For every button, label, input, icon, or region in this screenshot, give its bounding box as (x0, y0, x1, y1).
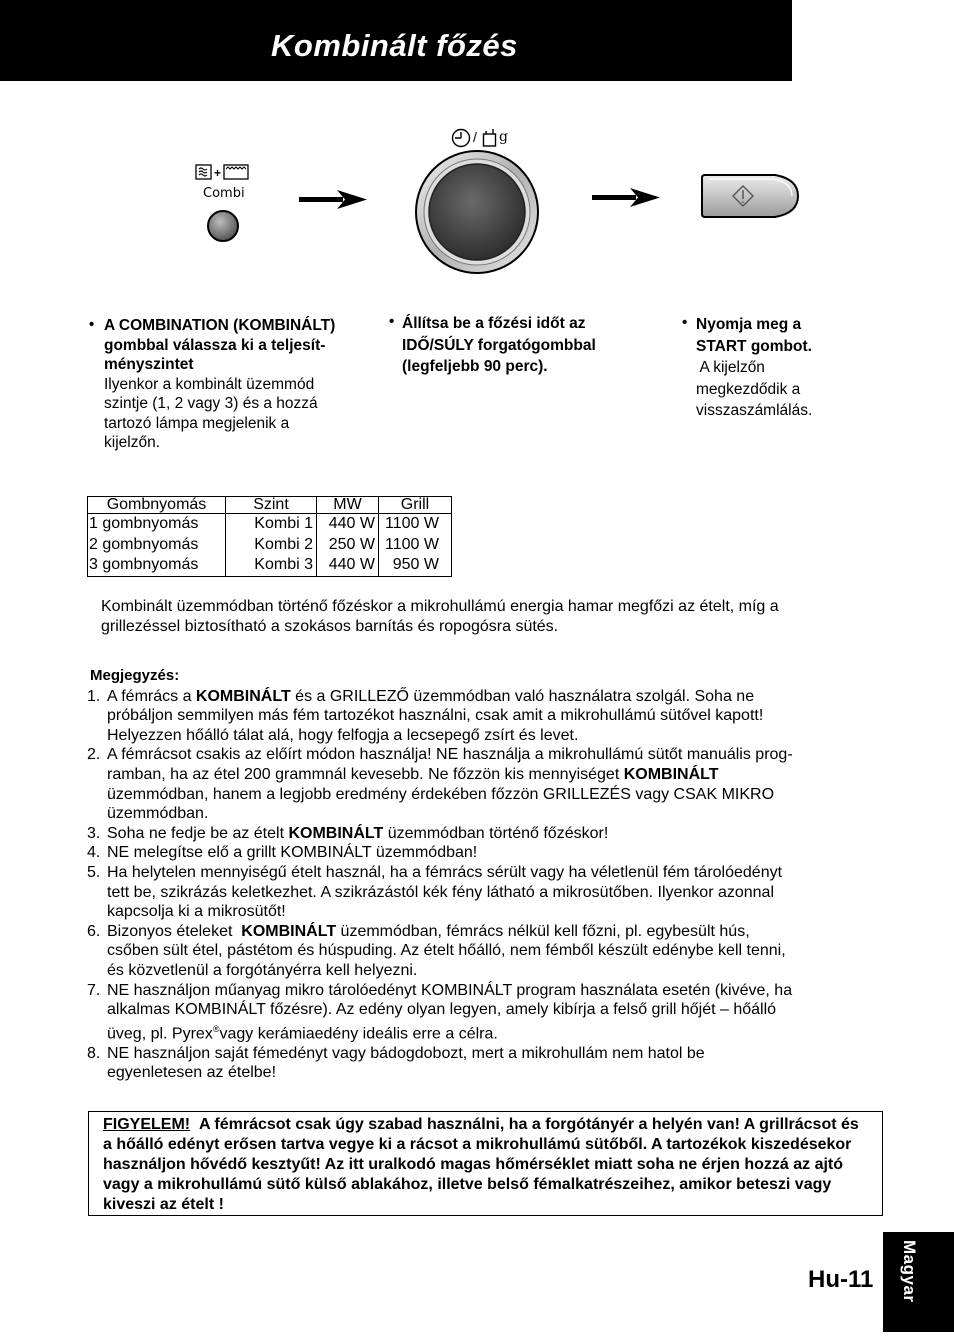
note-number: 6. (87, 922, 101, 940)
combi-button[interactable] (206, 209, 240, 248)
note-text: A fémrácsot csakis az előírt módon használja! NE használja a mikrohullámú sütőt manuális prog- ramban, ha az étel 200 grammnál kevesebb. Ne főzzön kis mennyiséget KOMBINÁLT üzemmódban, hanem a legjobb eredmény érdekében főzzön GRILLEZÉS vagy CSAK MIKRO üzemmódban. (107, 746, 793, 823)
time-weight-dial[interactable] (414, 149, 540, 280)
note-item (87, 922, 877, 981)
table-row: 2 gombnyomás Kombi 2 250 W 1100 W (88, 535, 452, 556)
note-text: Bizonyos ételeket KOMBINÁLT üzemmódban, fémrács nélkül kell főzni, pl. egybesült hús, csőben sült étel, pástétom és húspuding. Az ételt hőálló, nem fémből készült edénybe kell tenni, és közvetlenül a forgótányérra kell helyezni. (107, 922, 786, 979)
combi-level-table (87, 496, 452, 577)
notes-section (87, 666, 877, 1083)
note-number: 7. (87, 981, 101, 999)
note-item (87, 981, 877, 1044)
note-item (87, 824, 877, 844)
notes-list (87, 687, 877, 1083)
page-title: Kombinált főzés (271, 28, 518, 63)
svg-text:+: + (214, 166, 222, 180)
warning-text (103, 1115, 863, 1215)
start-button[interactable] (700, 173, 800, 224)
step-3-text: Nyomja meg a START gombot. A kijelzőn megkezdődik a visszaszámlálás. (696, 316, 813, 419)
step-1-text (104, 316, 384, 453)
note-item (87, 863, 877, 922)
note-number: 1. (87, 687, 101, 705)
table-row: 1 gombnyomás Kombi 1 440 W 1100 W (88, 514, 452, 535)
weight-icon (482, 128, 498, 148)
notes-title: Megjegyzés: (90, 667, 180, 684)
note-text: NE használjon műanyag mikro tárolóedényt KOMBINÁLT program használata esetén (kivéve, ha alkalmas KOMBINÁLT főzésre). Az edény olyan legyen, amely kibírja a felső grill hőjét – hőálló üveg, pl. Pyrex®vagy kerámiaedény ideális erre a célra. (107, 981, 793, 1043)
step-1-normal: Ilyenkor a kombinált üzemmód szintje (1, 2 vagy 3) és a hozzá tartozó lámpa megjelenik a kijelzőn. (104, 375, 318, 451)
note-number: 2. (87, 746, 101, 764)
clock-icon (450, 127, 472, 149)
warning-body: A fémrácsot csak úgy szabad használni, ha a forgótányér a helyén van! A grillrácsot és a hőálló edényt erősen tartva vegye ki a rácsot a mikrohullámú sütőből. A tartozékok kiszedésekor használjon hővédő kesztyűt! Az itt uralkodó magas hőmérséklet miatt soha ne érjen hozzá az ajtó vagy a mikrohullámú sütő külső ablakához, illetve belső fémalkatrészeihez, amikor beteszi vagy kiveszi az ételt ! (103, 1116, 859, 1213)
step-2-text: Állítsa be a főzési időt az IDŐ/SÚLY forgatógombbal (legfeljebb 90 perc). (402, 315, 596, 375)
arrow-right-icon (592, 187, 662, 209)
warning-label: FIGYELEM! (103, 1116, 191, 1133)
table-row: 3 gombnyomás Kombi 3 440 W 950 W (88, 555, 452, 576)
note-item (87, 745, 877, 823)
note-text: NE használjon saját fémedényt vagy bádogdobozt, mert a mikrohullám nem hatol be egyenletesen az ételbe! (107, 1044, 705, 1082)
note-item (87, 687, 877, 746)
bullet-icon: • (682, 314, 688, 331)
arrow-right-icon (299, 189, 369, 211)
step-1-bold: A COMBINATION (KOMBINÁLT) gombbal válassza ki a teljesít- ményszintet (104, 317, 336, 373)
bullet-icon: • (89, 316, 95, 333)
note-number: 4. (87, 844, 101, 862)
note-text: NE melegítse elő a grillt KOMBINÁLT üzemmódban! (107, 844, 478, 862)
note-item (87, 1044, 877, 1083)
warning-box (88, 1111, 883, 1216)
language-tab-label: Magyar (900, 1240, 919, 1303)
note-number: 5. (87, 863, 101, 881)
note-item (87, 843, 877, 863)
note-number: 8. (87, 1044, 101, 1062)
table-header-row: Gombnyomás Szint MW Grill (88, 497, 452, 514)
page-number: Hu-11 (808, 1266, 874, 1293)
bullet-icon: • (389, 313, 395, 330)
note-text: Ha helytelen mennyiségű ételt használ, ha a fémrács sérült vagy ha véletlenül fém tárolóedényt tett be, szikrázás keletkezhet. A szikrázástól kék fény látható a mikrosütőben. Ilyenkor azonnal kapcsolja ki a mikrosütőt! (107, 863, 783, 921)
note-number: 3. (87, 824, 101, 842)
note-text: A fémrács a KOMBINÁLT és a GRILLEZŐ üzemmódban való használatra szolgál. Soha ne próbáljon semmilyen más fém tartozékot használni, csak amit a mikrohullámú sütővel kapott! Helyezzen hőálló tálat alá, hogy felfogja a lecsepegő zsírt és levet. (107, 687, 764, 744)
note-text: Soha ne fedje be az ételt KOMBINÁLT üzemmódban történő főzéskor! (107, 824, 609, 842)
combi-label: Combi (203, 186, 245, 201)
title-bar (0, 0, 792, 81)
microwave-grill-icon (195, 163, 255, 185)
intro-paragraph: Kombinált üzemmódban történő főzéskor a mikrohullámú energia hamar megfőzi az ételt, míg a grillezéssel biztosítható a szokásos barnítás és ropogósra sütés. (101, 598, 779, 635)
